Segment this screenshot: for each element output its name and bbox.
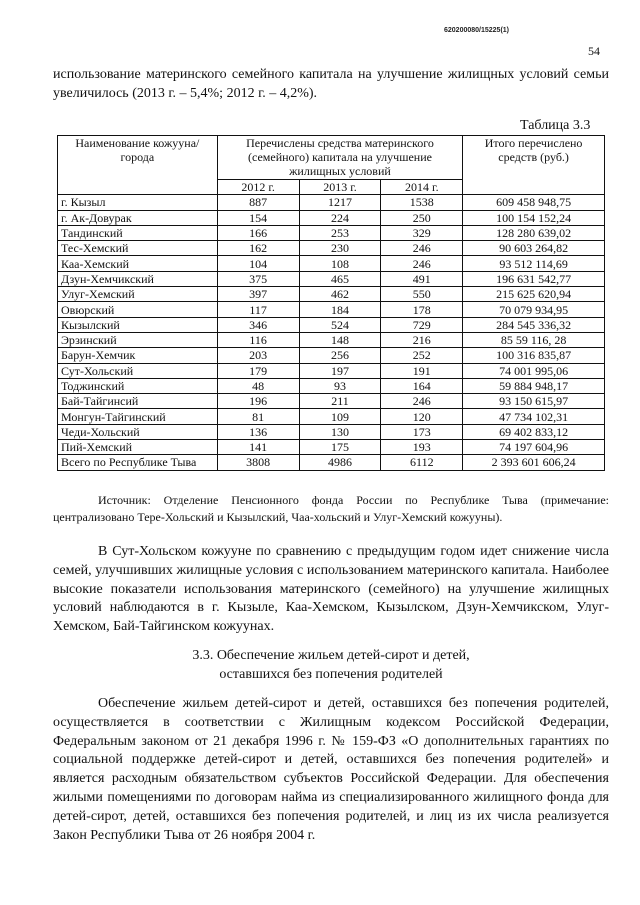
cell-name: Монгун-Тайгинский	[58, 409, 218, 424]
cell-total: 215 625 620,94	[463, 287, 605, 302]
cell-y2013: 465	[299, 271, 381, 286]
cell-name: Барун-Хемчик	[58, 348, 218, 363]
cell-y2013: 224	[299, 210, 381, 225]
cell-y2014: 178	[381, 302, 463, 317]
cell-name: г. Кызыл	[58, 195, 218, 210]
cell-total: 93 150 615,97	[463, 394, 605, 409]
cell-y2013: 462	[299, 287, 381, 302]
cell-y2012: 375	[217, 271, 299, 286]
section-heading	[53, 647, 609, 684]
table-row	[58, 348, 605, 363]
cell-name: Улуг-Хемский	[58, 287, 218, 302]
cell-y2013: 109	[299, 409, 381, 424]
table-row	[58, 241, 605, 256]
table-row	[58, 363, 605, 378]
cell-name: Тоджинский	[58, 378, 218, 393]
cell-y2014: 246	[381, 394, 463, 409]
table-row	[58, 210, 605, 225]
cell-name: Сут-Хольский	[58, 363, 218, 378]
cell-name: Овюрский	[58, 302, 218, 317]
cell-y2012: 162	[217, 241, 299, 256]
cell-y2012: 136	[217, 424, 299, 439]
cell-y2012: 154	[217, 210, 299, 225]
cell-y2014: 164	[381, 378, 463, 393]
cell-y2014: 6112	[381, 455, 463, 470]
cell-y2012: 81	[217, 409, 299, 424]
cell-total: 70 079 934,95	[463, 302, 605, 317]
cell-total: 69 402 833,12	[463, 424, 605, 439]
header-total-column: Итого перечислено средств (руб.)	[463, 136, 605, 195]
cell-y2013: 253	[299, 225, 381, 240]
table-row	[58, 455, 605, 470]
table-row	[58, 394, 605, 409]
cell-name: Тандинский	[58, 225, 218, 240]
data-table	[57, 135, 605, 471]
cell-y2012: 179	[217, 363, 299, 378]
cell-name: Каа-Хемский	[58, 256, 218, 271]
cell-y2012: 3808	[217, 455, 299, 470]
cell-y2012: 141	[217, 440, 299, 455]
cell-name: Тес-Хемский	[58, 241, 218, 256]
cell-y2013: 256	[299, 348, 381, 363]
cell-y2013: 93	[299, 378, 381, 393]
cell-y2013: 1217	[299, 195, 381, 210]
cell-total: 100 316 835,87	[463, 348, 605, 363]
cell-y2012: 196	[217, 394, 299, 409]
paragraph-2: В Сут-Хольском кожууне по сравнению с предыдущим годом идет снижение числа семей, улучшивших жилищные условия с использованием материнского капитала. Наиболее высокие показатели использования материнского (семейного) на улучшение жилищных условий наблюдаются в г. Кызыле, Каа-Хемском, Кызылском, Дзун-Хемчикском, Улуг-Хемском, Бай-Тайгинском кожуунах.	[53, 544, 609, 635]
cell-y2012: 116	[217, 332, 299, 347]
cell-y2013: 130	[299, 424, 381, 439]
page-number: 54	[588, 44, 600, 58]
table-row	[58, 195, 605, 210]
cell-y2014: 246	[381, 241, 463, 256]
cell-y2013: 230	[299, 241, 381, 256]
cell-total: 90 603 264,82	[463, 241, 605, 256]
table-row	[58, 256, 605, 271]
header-year-2013: 2013 г.	[299, 180, 381, 195]
cell-y2014: 1538	[381, 195, 463, 210]
cell-y2012: 104	[217, 256, 299, 271]
cell-y2013: 197	[299, 363, 381, 378]
cell-total: 74 197 604,96	[463, 440, 605, 455]
cell-y2013: 184	[299, 302, 381, 317]
cell-y2014: 729	[381, 317, 463, 332]
cell-name: Всего по Республике Тыва	[58, 455, 218, 470]
table-row	[58, 317, 605, 332]
table-row	[58, 225, 605, 240]
cell-y2012: 346	[217, 317, 299, 332]
cell-name: Бай-Тайгинсий	[58, 394, 218, 409]
cell-total: 47 734 102,31	[463, 409, 605, 424]
intro-paragraph: использование материнского семейного капитала на улучшение жилищных условий семьи увеличилось (2013 г. – 5,4%; 2012 г. – 4,2%).	[53, 67, 609, 101]
table-row	[58, 302, 605, 317]
table-body	[58, 195, 605, 470]
cell-name: Дзун-Хемчикский	[58, 271, 218, 286]
cell-name: г. Ак-Довурак	[58, 210, 218, 225]
cell-y2014: 550	[381, 287, 463, 302]
cell-y2014: 329	[381, 225, 463, 240]
header-year-2012: 2012 г.	[217, 180, 299, 195]
header-funds-column: Перечислены средства материнского (семейного) капитала на улучшение жилищных условий	[217, 136, 462, 180]
cell-total: 74 001 995,06	[463, 363, 605, 378]
cell-name: Чеди-Хольский	[58, 424, 218, 439]
cell-y2014: 250	[381, 210, 463, 225]
document-id: 620200080/15225(1)	[444, 27, 510, 34]
cell-total: 93 512 114,69	[463, 256, 605, 271]
cell-y2013: 211	[299, 394, 381, 409]
cell-y2013: 4986	[299, 455, 381, 470]
cell-y2014: 191	[381, 363, 463, 378]
header-name-column: Наименование кожууна/города	[58, 136, 218, 195]
cell-total: 2 393 601 606,24	[463, 455, 605, 470]
cell-y2014: 246	[381, 256, 463, 271]
cell-y2013: 524	[299, 317, 381, 332]
cell-name: Пий-Хемский	[58, 440, 218, 455]
cell-y2014: 216	[381, 332, 463, 347]
table-row	[58, 271, 605, 286]
table-row	[58, 440, 605, 455]
cell-y2012: 48	[217, 378, 299, 393]
cell-total: 85 59 116, 28	[463, 332, 605, 347]
table-row	[58, 409, 605, 424]
cell-y2014: 491	[381, 271, 463, 286]
table-row	[58, 287, 605, 302]
cell-y2014: 120	[381, 409, 463, 424]
table-row	[58, 378, 605, 393]
cell-y2013: 108	[299, 256, 381, 271]
table-caption: Таблица 3.3	[520, 118, 591, 133]
paragraph-3: Обеспечение жильем детей-сирот и детей, оставшихся без попечения родителей, осуществляется в соответствии с Жилищным кодексом Российской Федерации, Федеральным законом от 21 декабря 1996 г. № 159-ФЗ «О дополнительных гарантиях по социальной поддержке детей-сирот и детей, оставшихся без попечения родителей» и является расходным обязательством субъектов Российской Федерации. Для обеспечения жилыми помещениями по договорам найма из специализированного жилищного фонда для детей-сирот, детей, оставшихся без попечения родителей, и лиц из их числа реализуется Закон Республики Тыва от 26 ноября 2004 г.	[53, 696, 609, 843]
section-heading-line-2: оставшихся без попечения родителей	[219, 666, 443, 682]
cell-name: Кызылский	[58, 317, 218, 332]
cell-y2012: 203	[217, 348, 299, 363]
cell-y2012: 117	[217, 302, 299, 317]
cell-y2012: 887	[217, 195, 299, 210]
cell-total: 609 458 948,75	[463, 195, 605, 210]
header-year-2014: 2014 г.	[381, 180, 463, 195]
cell-total: 128 280 639,02	[463, 225, 605, 240]
cell-y2012: 166	[217, 225, 299, 240]
section-heading-line-1: 3.3. Обеспечение жильем детей-сирот и детей,	[192, 648, 470, 663]
cell-y2013: 148	[299, 332, 381, 347]
cell-total: 196 631 542,77	[463, 271, 605, 286]
cell-total: 284 545 336,32	[463, 317, 605, 332]
table-row	[58, 424, 605, 439]
cell-total: 100 154 152,24	[463, 210, 605, 225]
cell-total: 59 884 948,17	[463, 378, 605, 393]
cell-y2013: 175	[299, 440, 381, 455]
cell-y2014: 193	[381, 440, 463, 455]
cell-y2014: 173	[381, 424, 463, 439]
table-row	[58, 332, 605, 347]
source-note: Источник: Отделение Пенсионного фонда России по Республике Тыва (примечание: централизовано Тере-Хольский и Кызылский, Чаа-хольский и Улуг-Хемский кожууны).	[53, 493, 609, 524]
cell-y2012: 397	[217, 287, 299, 302]
cell-y2014: 252	[381, 348, 463, 363]
cell-name: Эрзинский	[58, 332, 218, 347]
